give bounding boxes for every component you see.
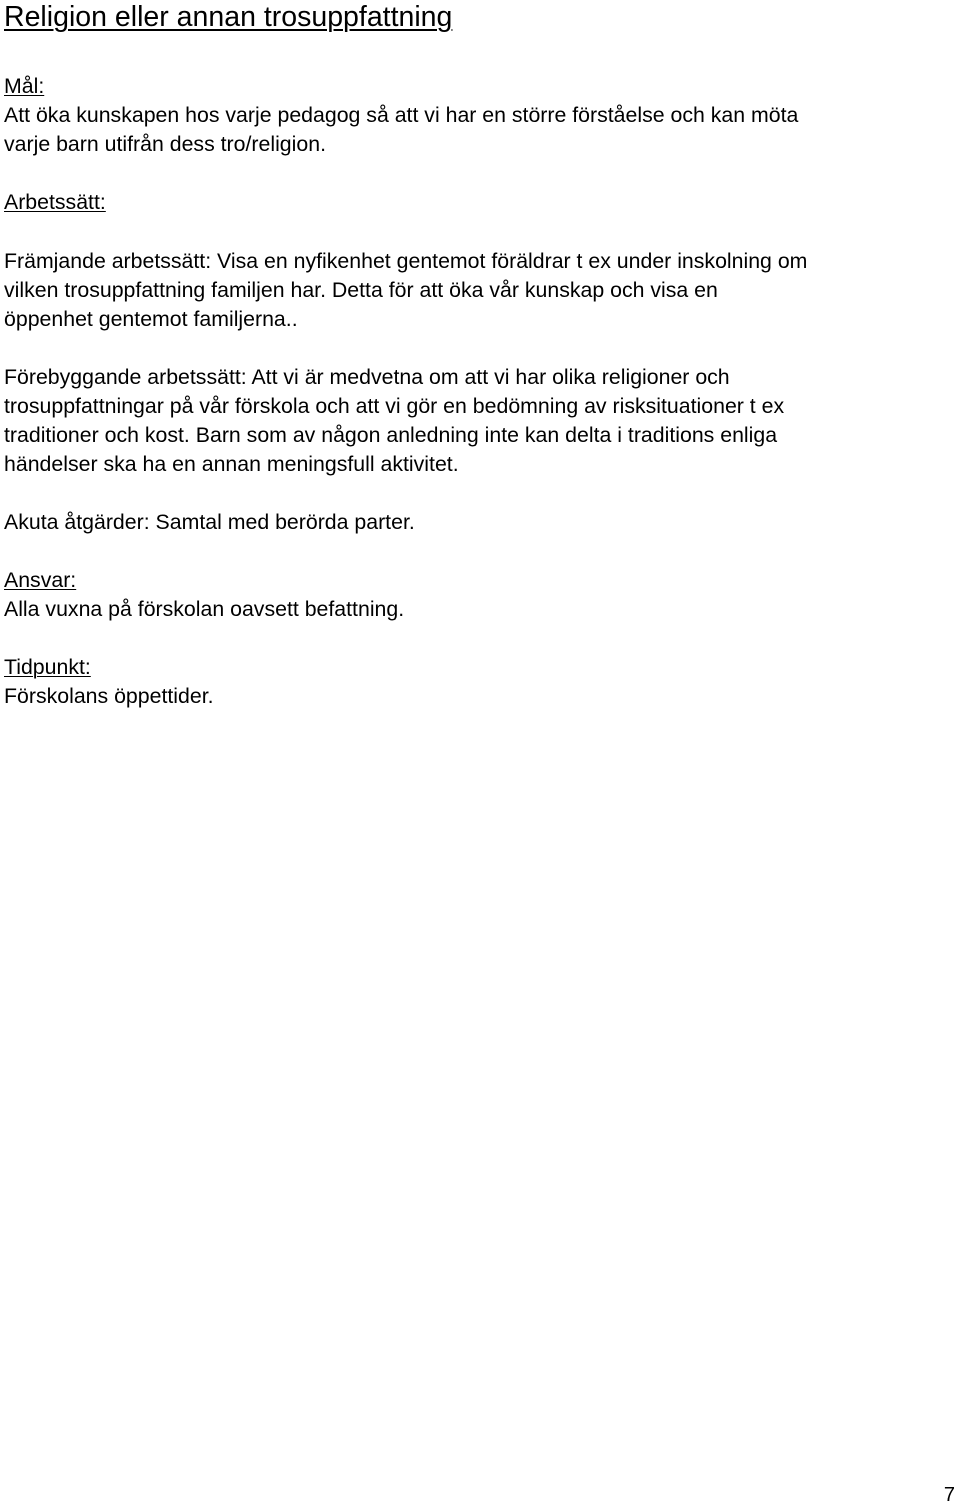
paragraph-line: händelser ska ha en annan meningsfull aktivitet. bbox=[4, 452, 459, 476]
method-section bbox=[4, 188, 956, 217]
goal-line: varje barn utifrån dess tro/religion. bbox=[4, 132, 326, 156]
time-text: Förskolans öppettider. bbox=[4, 684, 214, 708]
paragraph-line: öppenhet gentemot familjerna.. bbox=[4, 307, 298, 331]
goal-section bbox=[4, 72, 956, 159]
paragraph-line: vilken trosuppfattning familjen har. Detta för att öka vår kunskap och visa en bbox=[4, 278, 718, 302]
promoting-paragraph bbox=[4, 247, 956, 334]
responsibility-text: Alla vuxna på förskolan oavsett befattning. bbox=[4, 597, 405, 621]
goal-line: Att öka kunskapen hos varje pedagog så att vi har en större förståelse och kan möta bbox=[4, 103, 799, 127]
paragraph-line: trosuppfattningar på vår förskola och att vi gör en bedömning av risksituationer t ex bbox=[4, 394, 785, 418]
paragraph-line: Förebyggande arbetssätt: Att vi är medvetna om att vi har olika religioner och bbox=[4, 365, 730, 389]
paragraph-line: traditioner och kost. Barn som av någon anledning inte kan delta i traditions enliga bbox=[4, 423, 778, 447]
page-number: 7 bbox=[943, 1484, 955, 1506]
responsibility-heading: Ansvar: bbox=[4, 568, 77, 592]
responsibility-section bbox=[4, 566, 956, 624]
page-title: Religion eller annan trosuppfattning bbox=[4, 1, 453, 33]
acute-section bbox=[4, 508, 956, 537]
acute-text: Akuta åtgärder: Samtal med berörda parter. bbox=[4, 510, 415, 534]
time-section bbox=[4, 653, 956, 711]
paragraph-line: Främjande arbetssätt: Visa en nyfikenhet gentemot föräldrar t ex under inskolning om bbox=[4, 249, 808, 273]
method-heading: Arbetssätt: bbox=[4, 190, 106, 214]
goal-heading: Mål: bbox=[4, 74, 45, 98]
time-heading: Tidpunkt: bbox=[4, 655, 91, 679]
preventive-paragraph bbox=[4, 363, 956, 479]
